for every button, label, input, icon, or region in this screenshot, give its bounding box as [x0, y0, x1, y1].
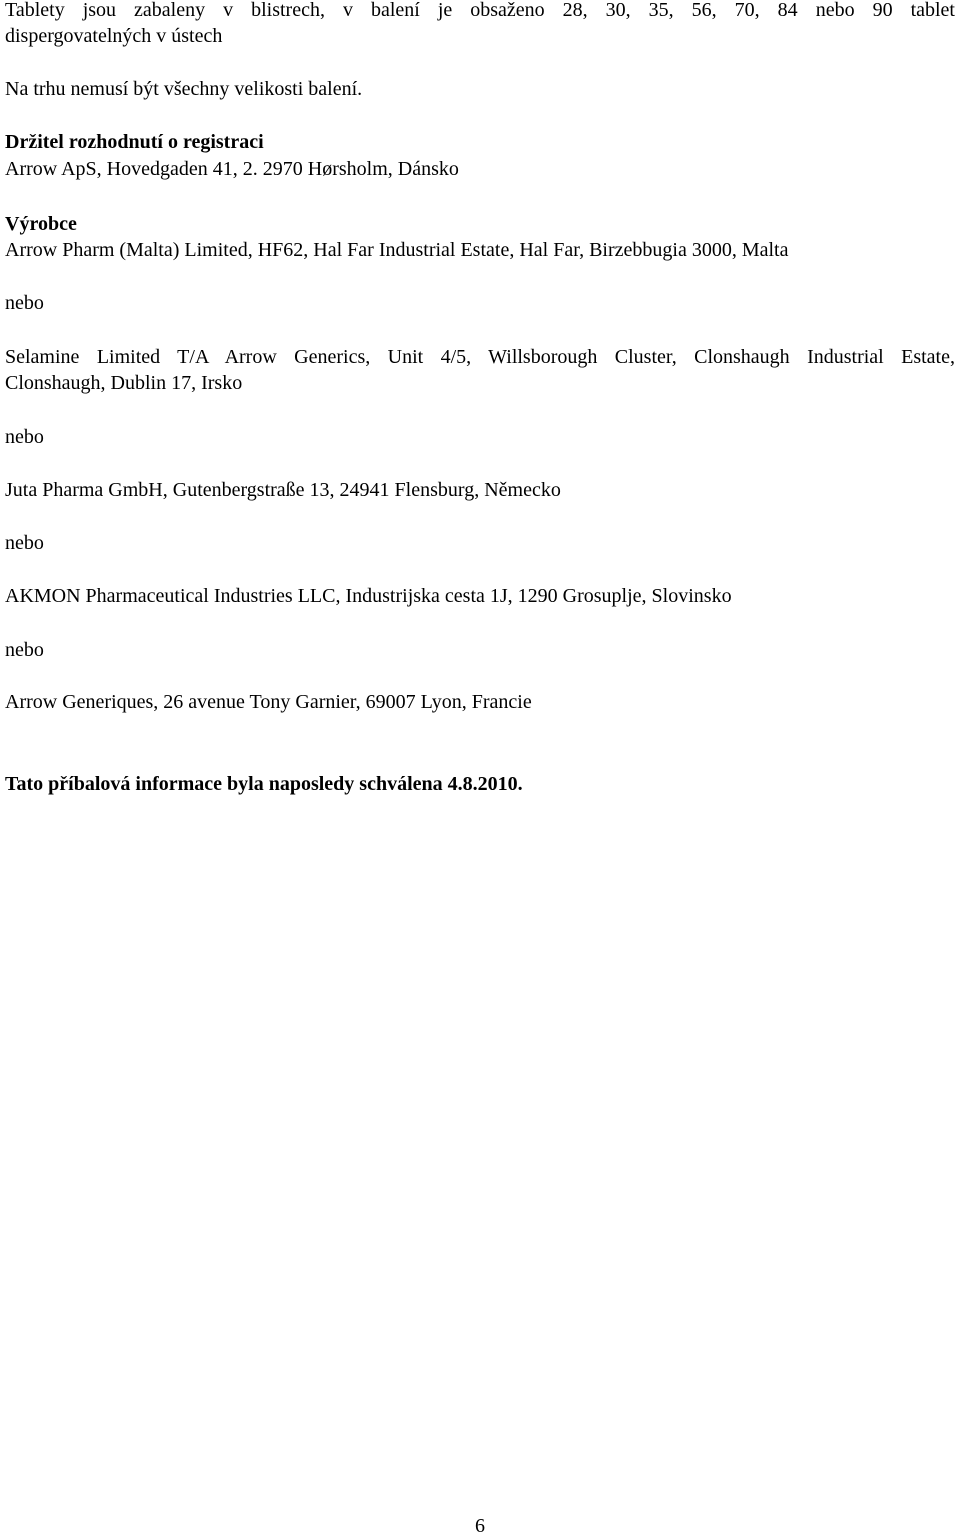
separator-nebo-4: nebo [5, 639, 44, 661]
separator-nebo-3: nebo [5, 532, 44, 554]
separator-nebo-1: nebo [5, 292, 44, 314]
pack-size-note: Na trhu nemusí být všechny velikosti balení. [5, 78, 363, 100]
manufacturer-entry-2-line-2: Clonshaugh, Dublin 17, Irsko [5, 372, 243, 394]
manufacturer-entry-2-line-1: Selamine Limited T/A Arrow Generics, Unit 4/5, Willsborough Cluster, Clonshaugh Industrial Estate, [5, 346, 955, 368]
manufacturer-entry-4: AKMON Pharmaceutical Industries LLC, Industrijska cesta 1J, 1290 Grosuplje, Slovinsko [5, 585, 732, 607]
packaging-text-line-1: Tablety jsou zabaleny v blistrech, v balení je obsaženo 28, 30, 35, 56, 70, 84 nebo 90 tablet [5, 0, 955, 21]
approval-statement: Tato příbalová informace byla naposledy schválena 4.8.2010. [5, 773, 523, 795]
packaging-text-line-2: dispergovatelných v ústech [5, 25, 223, 47]
page-number: 6 [475, 1515, 485, 1537]
holder-address: Arrow ApS, Hovedgaden 41, 2. 2970 Hørsholm, Dánsko [5, 158, 459, 180]
separator-nebo-2: nebo [5, 426, 44, 448]
manufacturer-entry-3: Juta Pharma GmbH, Gutenbergstraße 13, 24941 Flensburg, Německo [5, 479, 561, 501]
holder-heading: Držitel rozhodnutí o registraci [5, 131, 264, 153]
manufacturer-entry-1: Arrow Pharm (Malta) Limited, HF62, Hal Far Industrial Estate, Hal Far, Birzebbugia 3000, Malta [5, 239, 789, 261]
manufacturer-entry-5: Arrow Generiques, 26 avenue Tony Garnier, 69007 Lyon, Francie [5, 691, 532, 713]
manufacturer-heading: Výrobce [5, 213, 77, 235]
